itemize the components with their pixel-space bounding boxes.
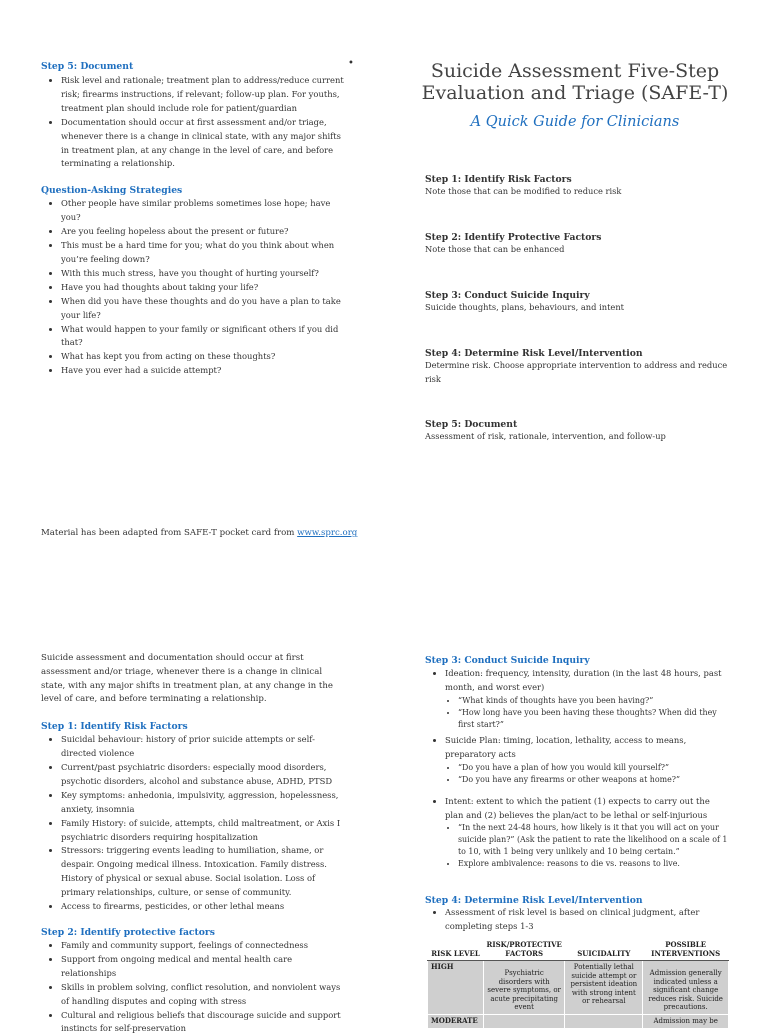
intent-text: Intent: extent to which the patient (1) expects to carry out the plan and (2) believes the plan/act to be lethal or self-injurious <box>445 796 710 820</box>
intro-paragraph: Suicide assessment and documentation should occur at first assessment and/or triage, whenever there is a change in clinical state, with any major shifts in treatment plan, at any change in the level of care, and before terminating a relationship. <box>41 652 345 707</box>
source-text: Material has been adapted from SAFE-T pocket card from <box>41 528 297 538</box>
interventions-cell: Admission generally indicated unless a significant change reduces risk. Suicide precautions. <box>643 961 729 1015</box>
table-row <box>428 1014 729 1028</box>
step5-document-heading: Step 5: Document <box>41 61 345 72</box>
suicidality-cell: Potentially lethal suicide attempt or persistent ideation with strong intent or rehearsal <box>565 961 643 1015</box>
quick-step-4 <box>425 348 730 386</box>
list-item: • This must be a hard time for you; what do you think about when you’re feeling down? <box>61 239 345 267</box>
quick-step-5 <box>425 419 730 444</box>
question-strategies-list <box>41 197 345 378</box>
list-item <box>445 795 730 871</box>
risk-level-table <box>427 938 729 1029</box>
step5-document-list <box>41 74 345 171</box>
quick-step-heading: Step 3: Conduct Suicide Inquiry <box>425 290 730 301</box>
quick-step-desc: Suicide thoughts, plans, behaviours, and intent <box>425 301 730 315</box>
quick-step-desc: Note those that can be modified to reduce risk <box>425 185 730 199</box>
list-item: • Explore ambivalence: reasons to die vs. reasons to live. <box>458 858 730 870</box>
col-suicidality: SUICIDALITY <box>565 938 643 961</box>
step3-inquiry-heading: Step 3: Conduct Suicide Inquiry <box>425 655 730 666</box>
list-item: • When did you have these thoughts and do you have a plan to take your life? <box>61 295 345 323</box>
step2-protective-list <box>41 939 345 1036</box>
step4-risk-level-heading: Step 4: Determine Risk Level/Intervention <box>425 895 730 906</box>
col-risk-level: RISK LEVEL <box>428 938 484 961</box>
quick-step-heading: Step 5: Document <box>425 419 730 430</box>
list-item: • “Do you have any firearms or other weapons at home?” <box>458 774 730 786</box>
factors-cell <box>484 1014 565 1028</box>
step1-risk-list <box>41 733 345 914</box>
list-item: • “How long have you been having these thoughts? When did they first start?” <box>458 707 730 731</box>
list-item: • Family History: of suicide, attempts, child maltreatment, or Axis I psychiatric disorders requiring hospitalization <box>61 817 345 845</box>
quick-step-heading: Step 2: Identify Protective Factors <box>425 232 730 243</box>
step3-inquiry-list <box>425 667 730 870</box>
list-item: • “In the next 24-48 hours, how likely is it that you will act on your suicide plan?” (Ask the patient to rate the likelihood on a scale of 1 to 10, with 1 being very unlikely and 10 being certain.” <box>458 822 730 858</box>
list-item: • Support from ongoing medical and mental health care relationships <box>61 953 345 981</box>
list-item <box>445 667 730 731</box>
list-item: • Have you had thoughts about taking your life? <box>61 281 345 295</box>
list-item: • What has kept you from acting on these thoughts? <box>61 350 345 364</box>
quick-step-desc: Determine risk. Choose appropriate intervention to address and reduce risk <box>425 359 730 386</box>
plan-questions <box>445 762 730 786</box>
bottom-right-panel <box>425 655 730 934</box>
question-strategies-heading: Question-Asking Strategies <box>41 185 345 196</box>
page-title: Suicide Assessment Five-Step Evaluation and Triage (SAFE-T) <box>418 60 732 104</box>
list-item: • “Do you have a plan of how you would kill yourself?” <box>458 762 730 774</box>
list-item: • With this much stress, have you thought of hurting yourself? <box>61 267 345 281</box>
quick-step-heading: Step 4: Determine Risk Level/Intervention <box>425 348 730 359</box>
suicidality-cell <box>565 1014 643 1028</box>
list-item: • Family and community support, feelings of connectedness <box>61 939 345 953</box>
list-item: • Are you feeling hopeless about the present or future? <box>61 225 345 239</box>
page-subtitle: A Quick Guide for Clinicians <box>418 114 732 130</box>
ideation-text: Ideation: frequency, intensity, duration (in the last 48 hours, past month, and worst ever) <box>445 668 722 692</box>
factors-cell: Psychiatric disorders with severe symptoms, or acute precipitating event <box>484 961 565 1015</box>
quick-step-2 <box>425 232 730 257</box>
list-item: • Suicidal behaviour: history of prior suicide attempts or self-directed violence <box>61 733 345 761</box>
interventions-cell: Admission may be <box>643 1014 729 1028</box>
quick-step-heading: Step 1: Identify Risk Factors <box>425 174 730 185</box>
risk-level-cell: HIGH <box>428 961 484 1015</box>
list-item: • Risk level and rationale; treatment plan to address/reduce current risk; firearms instructions, if relevant; follow-up plan. For youths, treatment plan should include role for patient/guardian <box>61 74 345 116</box>
list-item: • Skills in problem solving, conflict resolution, and nonviolent ways of handling disputes and coping with stress <box>61 981 345 1009</box>
list-item: • Assessment of risk level is based on clinical judgment, after completing steps 1-3 <box>445 906 730 934</box>
risk-level-cell: MODERATE <box>428 1014 484 1028</box>
step4-list <box>425 906 730 934</box>
table-row <box>428 961 729 1015</box>
quick-step-3 <box>425 290 730 315</box>
list-item: • “What kinds of thoughts have you been having?” <box>458 695 730 707</box>
source-footer <box>41 527 361 541</box>
list-item: • Current/past psychiatric disorders: especially mood disorders, psychotic disorders, alcohol and substance abuse, ADHD, PTSD <box>61 761 345 789</box>
col-risk-factors: RISK/PROTECTIVE FACTORS <box>484 938 565 961</box>
quick-step-desc: Note those that can be enhanced <box>425 243 730 257</box>
quick-step-desc: Assessment of risk, rationale, intervention, and follow-up <box>425 430 730 444</box>
list-item: • Have you ever had a suicide attempt? <box>61 364 345 378</box>
step1-risk-heading: Step 1: Identify Risk Factors <box>41 721 345 732</box>
top-left-panel <box>41 61 345 378</box>
list-item: • What would happen to your family or significant others if you did that? <box>61 323 345 351</box>
list-item: • Documentation should occur at first assessment and/or triage, whenever there is a change in clinical state, with any major shifts in treatment plan, at any change in the level of care, and before terminating a relationship. <box>61 116 345 172</box>
col-interventions: POSSIBLE INTERVENTIONS <box>643 938 729 961</box>
bottom-left-panel <box>41 652 345 1036</box>
plan-text: Suicide Plan: timing, location, lethality, access to means, preparatory acts <box>445 735 686 759</box>
step2-protective-heading: Step 2: Identify protective factors <box>41 927 345 938</box>
ideation-questions <box>445 695 730 731</box>
list-item <box>445 734 730 786</box>
list-item: • Other people have similar problems sometimes lose hope; have you? <box>61 197 345 225</box>
sprc-link[interactable]: www.sprc.org <box>297 528 357 538</box>
list-item: • Stressors: triggering events leading to humiliation, shame, or despair. Ongoing medical illness. Intoxication. Family distress. History of physical or sexual abuse. Social isolation. Loss of primary relationships, culture, or sense of community. <box>61 844 345 900</box>
list-item: • Key symptoms: anhedonia, impulsivity, aggression, hopelessness, anxiety, insomnia <box>61 789 345 817</box>
quick-step-1 <box>425 174 730 199</box>
list-item: • Access to firearms, pesticides, or other lethal means <box>61 900 345 914</box>
table-header-row <box>428 938 729 961</box>
intent-questions <box>445 822 730 870</box>
list-item: • Cultural and religious beliefs that discourage suicide and support instincts for self-preservation <box>61 1009 345 1036</box>
bullet-marker: • <box>348 58 354 69</box>
